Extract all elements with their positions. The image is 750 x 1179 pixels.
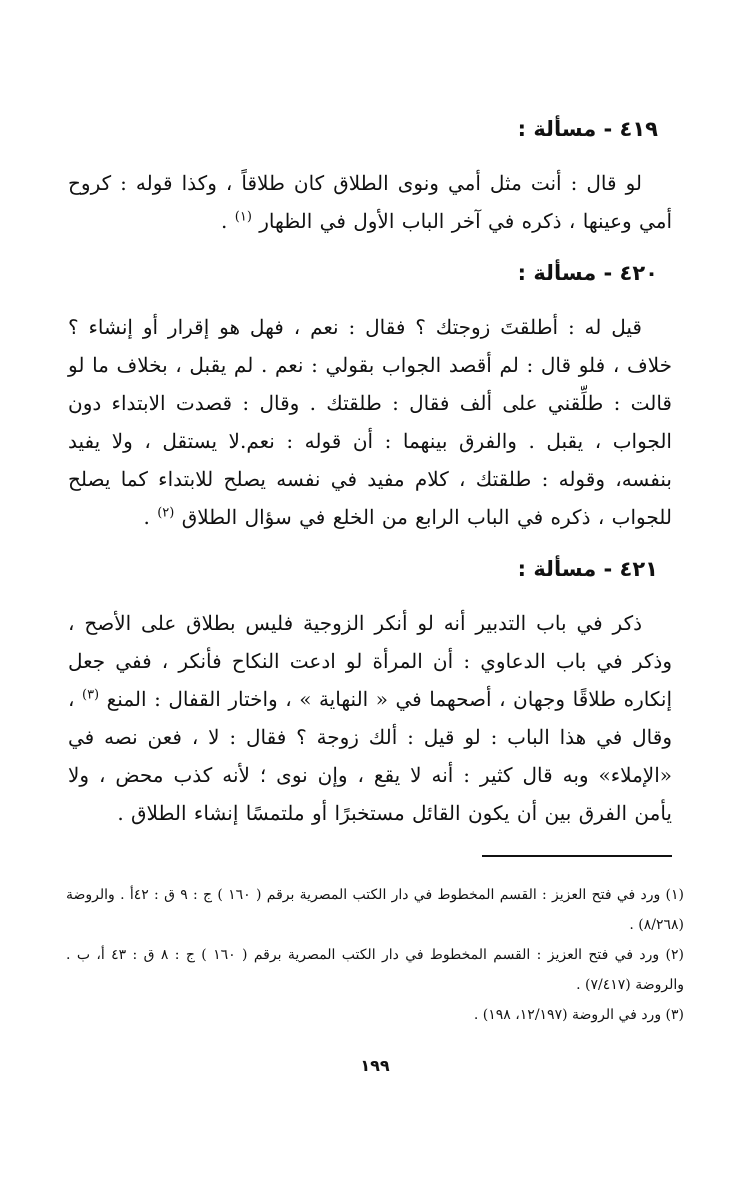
footnote-2: (٢) ورد في فتح العزيز : القسم المخطوط في دار الكتب المصرية برقم ( ١٦٠ ) ج : ٨ ق : ٤٣ أ، ب . والروضة (٧/٤١٧) . — [66, 947, 684, 993]
paragraph-end: . — [143, 505, 158, 529]
paragraph-text-after: ، وقال في هذا الباب : لو قيل : ألك زوجة ؟ فقال : لا ، فعن نصه في «الإملاء» وبه قال كثير : أنه لا يقع ، وإن نوى ؛ لأنه كذب محض ، ولا يأمن الفرق بين أن يكون القائل مستخبرًا أو ملتمسًا إنشاء الطلاق . — [68, 687, 672, 825]
footnote-1: (١) ورد في فتح العزيز : القسم المخطوط في دار الكتب المصرية برقم ( ١٦٠ ) ج : ٩ ق : ٤٢أ . والروضة (٨/٢٦٨) . — [66, 887, 684, 933]
page-number: ١٩٩ — [360, 1056, 390, 1075]
footnote-ref-2: (٢) — [157, 505, 175, 521]
footnote-ref-3: (٣) — [81, 687, 100, 703]
footnote-3: (٣) ورد في الروضة (١٢/١٩٧، ١٩٨) . — [473, 1007, 684, 1023]
issue-paragraph-421 — [68, 604, 672, 832]
issue-paragraph-419 — [68, 164, 672, 240]
footnote-separator — [482, 855, 672, 857]
issue-heading-421: ٤٢١ - مسألة : — [517, 557, 658, 581]
paragraph-text-before: ذكر في باب التدبير أنه لو أنكر الزوجية فليس بطلاق على الأصح ، وذكر في باب الدعاوي : أن المرأة لو ادعت النكاح فأنكر ، ففي جعل إنكاره طلاقًا وجهان ، أصحهما في « النهاية » ، واختار القفال : المنع — [68, 611, 673, 711]
footnotes — [66, 880, 684, 1030]
issue-heading-419: ٤١٩ - مسألة : — [517, 117, 658, 141]
issue-heading-420: ٤٢٠ - مسألة : — [517, 261, 658, 285]
main-text — [68, 112, 672, 832]
footnote-ref-1: (١) — [234, 209, 252, 225]
paragraph-text: قيل له : أطلقتَ زوجتك ؟ فقال : نعم ، فهل هو إقرار أو إنشاء ؟ خلاف ، فلو قال : لم أقصد الجواب بقولي : نعم . لم يقبل ، بخلاف ما لو قالت : طلِّقني على ألف فقال : طلقتك . وقال : قصدت الابتداء دون الجواب ، يقبل . والفرق بينهما : أن قوله : نعم.لا يستقل ، ولا يفيد بنفسه، وقوله : طلقتك ، كلام مفيد في نفسه يصلح للابتداء كما يصلح للجواب ، ذكره في الباب الرابع من الخلع في سؤال الطلاق — [68, 315, 672, 529]
paragraph-text: لو قال : أنت مثل أمي ونوى الطلاق كان طلاقاً ، وكذا قوله : كروح أمي وعينها ، ذكره في آخر الباب الأول في الظهار — [68, 171, 672, 233]
paragraph-end: . — [221, 209, 235, 233]
issue-paragraph-420 — [68, 308, 672, 536]
